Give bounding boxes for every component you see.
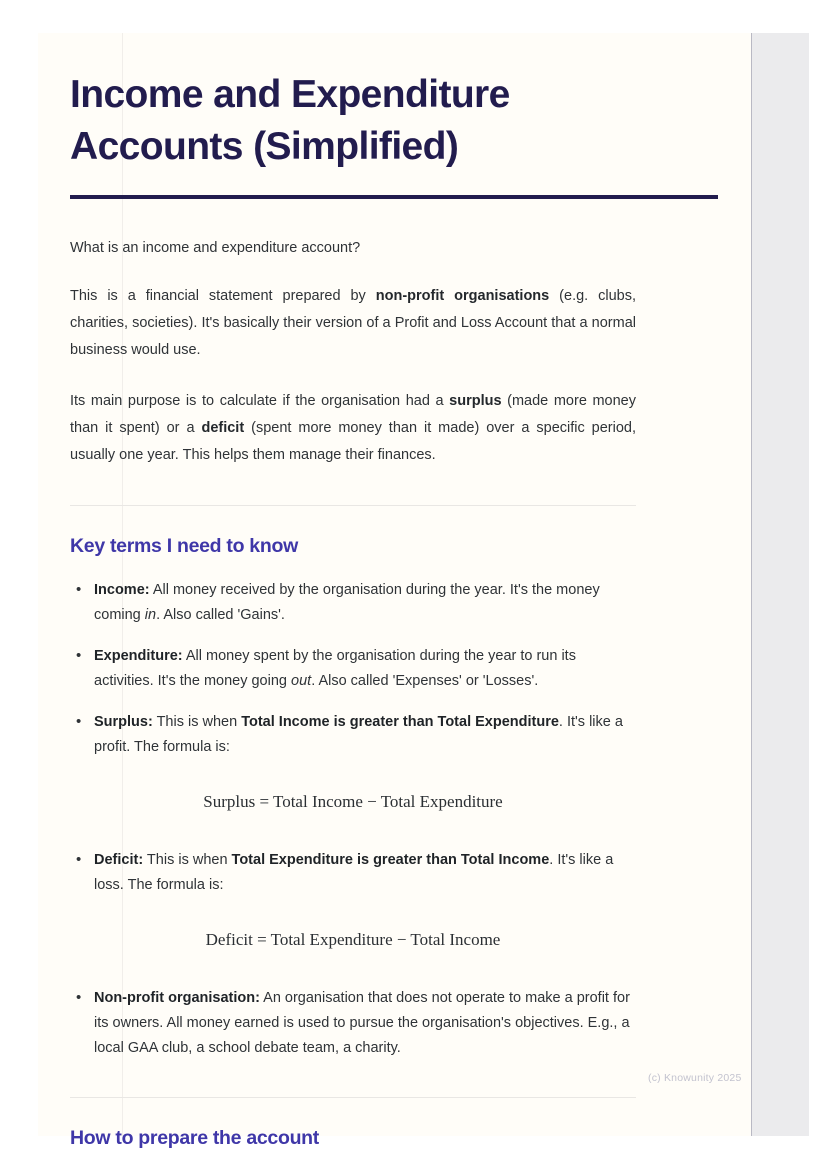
run-text: (e.g. clubs, charities, societies). It's basically their version of a Profit and Loss Account that a normal business would use.	[70, 288, 637, 358]
key-terms-list-continued-2	[70, 986, 636, 1061]
section-heading-how-to-prepare: How to prepare the account	[70, 1127, 319, 1149]
run-text: . It's like a profit. The formula is:	[94, 714, 623, 755]
deficit-formula: Deficit = Total Expenditure − Total Income	[205, 930, 501, 949]
run-text: An organisation that does not operate to make a profit for its owners. All money earned is used to pursue the organisation's objectives. E.g., a local GAA club, a school debate team, a charity.	[94, 990, 630, 1056]
run-text: . It's like a loss. The formula is:	[94, 852, 614, 893]
run-text: Its main purpose is to calculate if the organisation had a	[70, 393, 450, 409]
run-bold: Total Income is greater than Total Expenditure	[241, 714, 559, 730]
section-divider	[70, 505, 636, 506]
page-binding-strip	[751, 33, 809, 1136]
list-item	[70, 986, 636, 1061]
run-italic: out	[291, 673, 312, 689]
copyright-watermark: (c) Knowunity 2025	[648, 1072, 742, 1084]
surplus-formula: Surplus = Total Income − Total Expenditure	[203, 792, 503, 811]
term-label: Surplus:	[94, 714, 153, 730]
key-terms-list	[70, 578, 636, 760]
list-item	[70, 848, 636, 898]
run-text: This is when	[152, 714, 242, 730]
lead-question: What is an income and expenditure account?	[70, 240, 361, 256]
key-terms-list-continued	[70, 848, 636, 898]
run-text: (spent more money than it made) over a specific period, usually one year. This helps them manage their finances.	[70, 420, 637, 463]
run-text: All money received by the organisation during the year. It's the money coming	[94, 582, 600, 623]
list-item	[70, 644, 636, 694]
section-heading-key-terms: Key terms I need to know	[70, 535, 298, 557]
term-label: Deficit:	[94, 852, 144, 868]
list-item	[70, 710, 636, 760]
run-bold: surplus	[449, 393, 502, 409]
term-label: Income:	[94, 582, 150, 598]
run-text: This is when	[143, 852, 232, 868]
paragraph-definition	[70, 283, 636, 364]
document-page	[38, 33, 751, 1149]
run-text: All money spent by the organisation during the year to run its activities. It's the money going	[94, 648, 576, 689]
run-text: . Also called 'Expenses' or 'Losses'.	[311, 673, 539, 689]
page-title: Income and Expenditure Accounts (Simplified)	[70, 73, 510, 168]
list-item	[70, 578, 636, 628]
run-italic: in	[144, 607, 157, 623]
run-bold: non-profit organisations	[375, 288, 550, 304]
title-underline-bar	[70, 195, 718, 199]
run-text: . Also called 'Gains'.	[156, 607, 285, 623]
run-text: This is a financial statement prepared by	[70, 288, 376, 304]
term-label: Expenditure:	[94, 648, 183, 664]
run-bold: deficit	[201, 420, 245, 436]
section-divider	[70, 1097, 636, 1098]
paragraph-purpose	[70, 388, 636, 469]
document-content	[70, 33, 670, 1151]
run-bold: Total Expenditure is greater than Total Income	[231, 852, 550, 868]
run-text: (made more money than it spent) or a	[70, 393, 636, 436]
term-label: Non-profit organisation:	[94, 990, 260, 1006]
